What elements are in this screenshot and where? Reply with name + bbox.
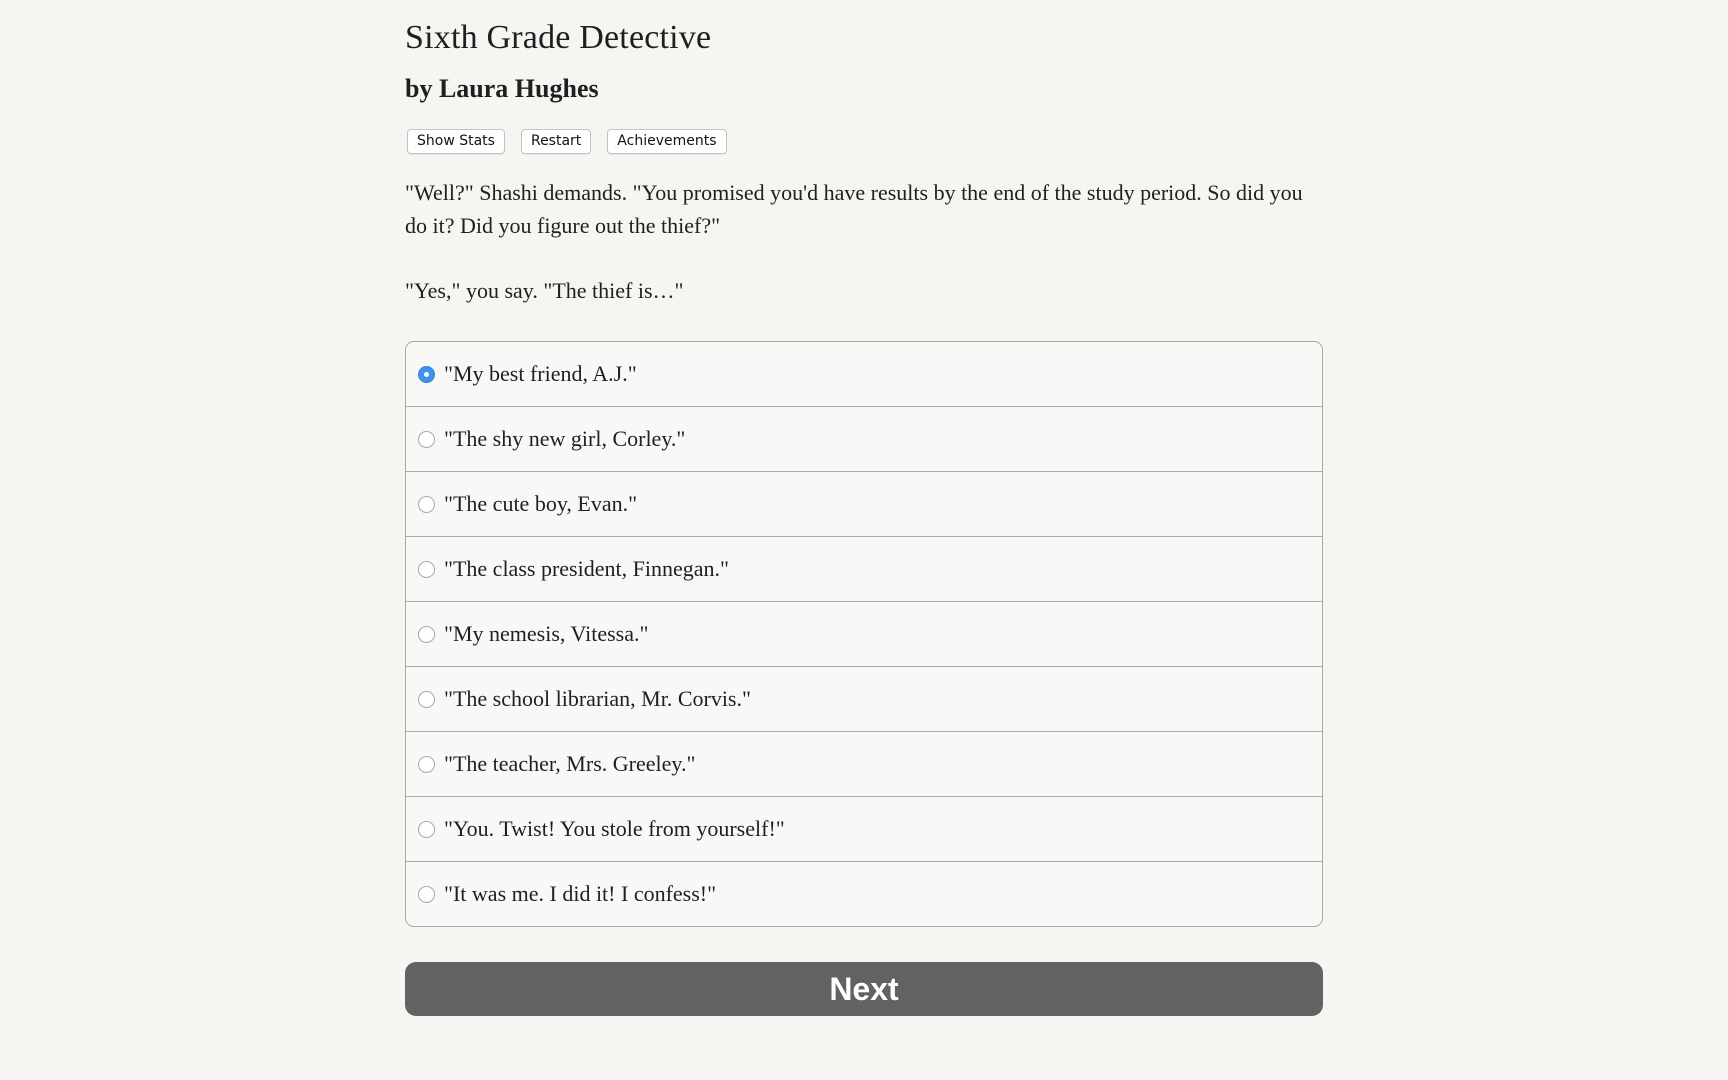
choice-label: "You. Twist! You stole from yourself!" <box>444 816 785 841</box>
radio-button[interactable] <box>418 756 435 773</box>
radio-button[interactable] <box>418 691 435 708</box>
story-text <box>405 176 1323 307</box>
toolbar <box>407 129 1323 154</box>
choice-option[interactable] <box>406 732 1322 797</box>
game-title: Sixth Grade Detective <box>405 19 712 56</box>
choice-label: "The teacher, Mrs. Greeley." <box>444 751 696 776</box>
radio-button[interactable] <box>418 496 435 513</box>
radio-button[interactable] <box>418 821 435 838</box>
radio-button[interactable] <box>418 561 435 578</box>
choice-option[interactable] <box>406 602 1322 667</box>
choice-option[interactable] <box>406 862 1322 926</box>
achievements-button[interactable]: Achievements <box>607 129 726 154</box>
choice-option[interactable] <box>406 342 1322 407</box>
choice-option[interactable] <box>406 537 1322 602</box>
radio-button[interactable] <box>418 626 435 643</box>
choice-label: "The school librarian, Mr. Corvis." <box>444 686 751 711</box>
next-button[interactable]: Next <box>405 962 1323 1016</box>
choice-label: "The cute boy, Evan." <box>444 491 638 516</box>
author-line: by Laura Hughes <box>405 74 599 103</box>
story-paragraph: "Well?" Shashi demands. "You promised you'd have results by the end of the study period. So did you do it? Did you figure out the thief?" <box>405 180 1303 238</box>
choice-option[interactable] <box>406 797 1322 862</box>
story-paragraph: "Yes," you say. "The thief is…" <box>405 278 684 303</box>
choice-label: "My nemesis, Vitessa." <box>444 621 649 646</box>
choice-label: "The shy new girl, Corley." <box>444 426 686 451</box>
radio-button[interactable] <box>418 886 435 903</box>
choice-label: "My best friend, A.J." <box>444 361 637 386</box>
choice-option[interactable] <box>406 407 1322 472</box>
choice-option[interactable] <box>406 667 1322 732</box>
restart-button[interactable]: Restart <box>521 129 591 154</box>
choice-label: "The class president, Finnegan." <box>444 556 729 581</box>
choice-list <box>405 341 1323 927</box>
choice-label: "It was me. I did it! I confess!" <box>444 881 717 906</box>
game-content <box>405 0 1323 1016</box>
choice-option[interactable] <box>406 472 1322 537</box>
radio-button[interactable] <box>418 366 435 383</box>
radio-button[interactable] <box>418 431 435 448</box>
show-stats-button[interactable]: Show Stats <box>407 129 505 154</box>
